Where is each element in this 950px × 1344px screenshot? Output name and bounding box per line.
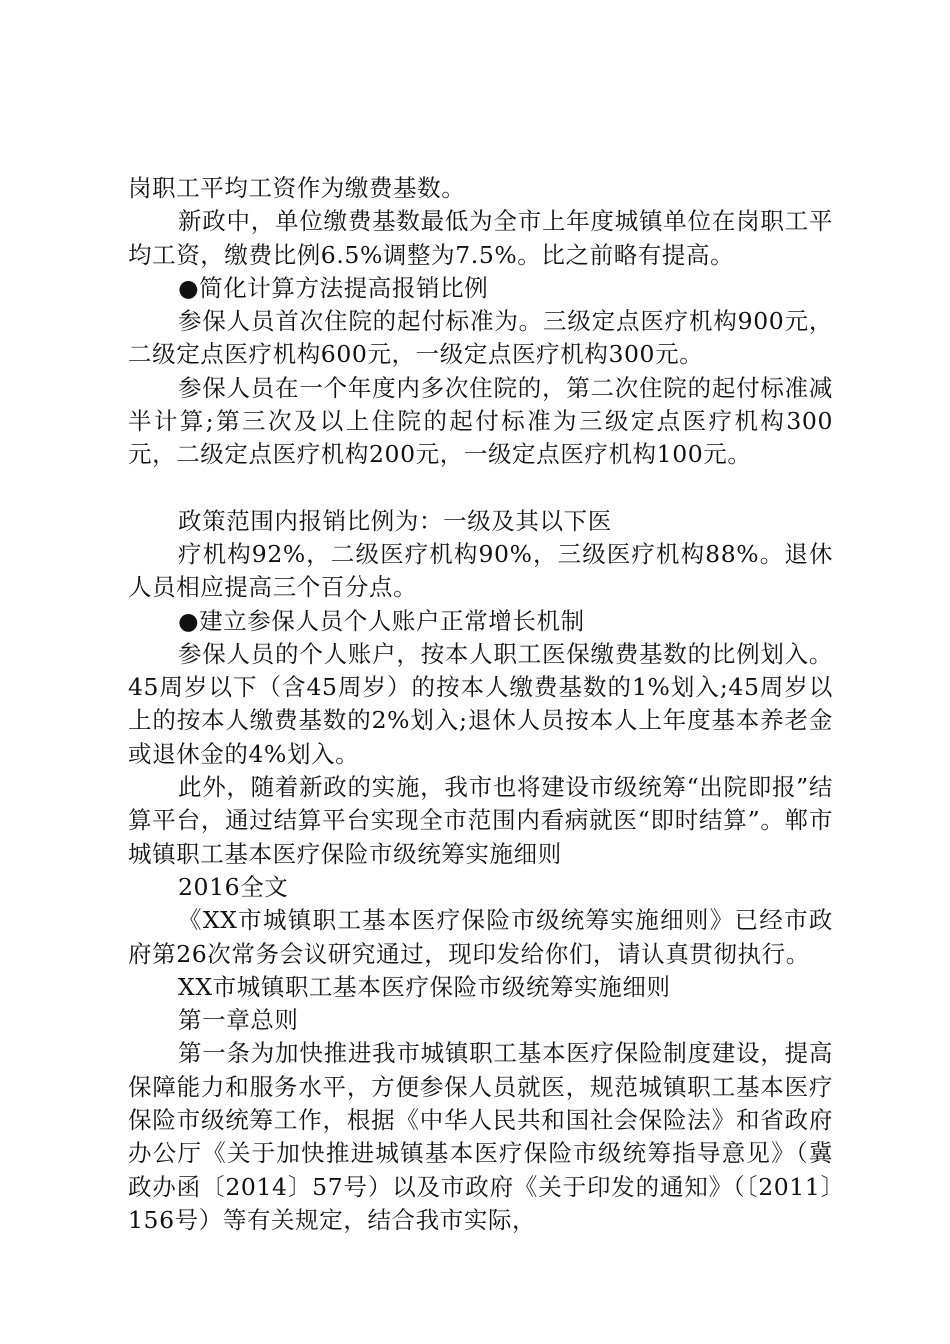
paragraph-reimbursement-ratio: 政策范围内报销比例为：一级及其以下医 xyxy=(178,506,612,535)
document-title: XX市城镇职工基本医疗保险市级统筹实施细则 xyxy=(178,972,671,1001)
paragraph-first-hospitalization: 参保人员首次住院的起付标准为。三级定点医疗机构900元，二级定点医疗机构600元，一级定点医疗机构300元。 xyxy=(128,307,833,369)
chapter-heading: 第一章总则 xyxy=(178,1006,299,1035)
section-heading-personal-account: ●建立参保人员个人账户正常增长机制 xyxy=(178,606,585,635)
paragraph-notice: 《XX市城镇职工基本医疗保险市级统筹实施细则》已经市政府第26次常务会议研究通过，现印发给你们，请认真贯彻执行。 xyxy=(128,906,833,968)
paragraph-reimbursement-ratio-cont: 疗机构92%，二级医疗机构90%，三级医疗机构88%。退休人员相应提高三个百分点。 xyxy=(128,539,833,602)
paragraph-continuation: 岗职工平均工资作为缴费基数。 xyxy=(128,174,466,202)
section-heading-reimbursement: ●简化计算方法提高报销比例 xyxy=(178,273,489,302)
paragraph-contribution-base: 新政中，单位缴费基数最低为全市上年度城镇单位在岗职工平均工资，缴费比例6.5%调整为7.5%。比之前略有提高。 xyxy=(128,207,833,269)
paragraph-year-fulltext: 2016全文 xyxy=(178,872,289,901)
article-one: 第一条为加快推进我市城镇职工基本医疗保险制度建设，提高保障能力和服务水平，方便参保人员就医，规范城镇职工基本医疗保险市级统筹工作，根据《中华人民共和国社会保险法》和省政府办公厅《关于加快推进城镇基本医疗保险市级统筹指导意见》（冀政办函〔2014〕57号）以及市政府《关于印发的通知》（〔2011〕156号）等有关规定，结合我市实际， xyxy=(128,1039,833,1234)
blank-line xyxy=(128,472,833,505)
paragraph-multiple-hospitalization: 参保人员在一个年度内多次住院的，第二次住院的起付标准减半计算;第三次及以上住院的起付标准为三级定点医疗机构300元，二级定点医疗机构200元，一级定点医疗机构100元。 xyxy=(128,373,833,469)
paragraph-settlement-platform: 此外，随着新政的实施，我市也将建设市级统筹“出院即报”结算平台，通过结算平台实现全市范围内看病就医“即时结算”。郸市城镇职工基本医疗保险市级统筹实施细则 xyxy=(128,773,833,868)
paragraph-personal-account: 参保人员的个人账户，按本人职工医保缴费基数的比例划入。45周岁以下（含45周岁）的按本人缴费基数的1%划入;45周岁以上的按本人缴费基数的2%划入;退休人员按本人上年度基本养老金或退休金的4%划入。 xyxy=(128,639,833,768)
document-body xyxy=(128,172,833,1237)
